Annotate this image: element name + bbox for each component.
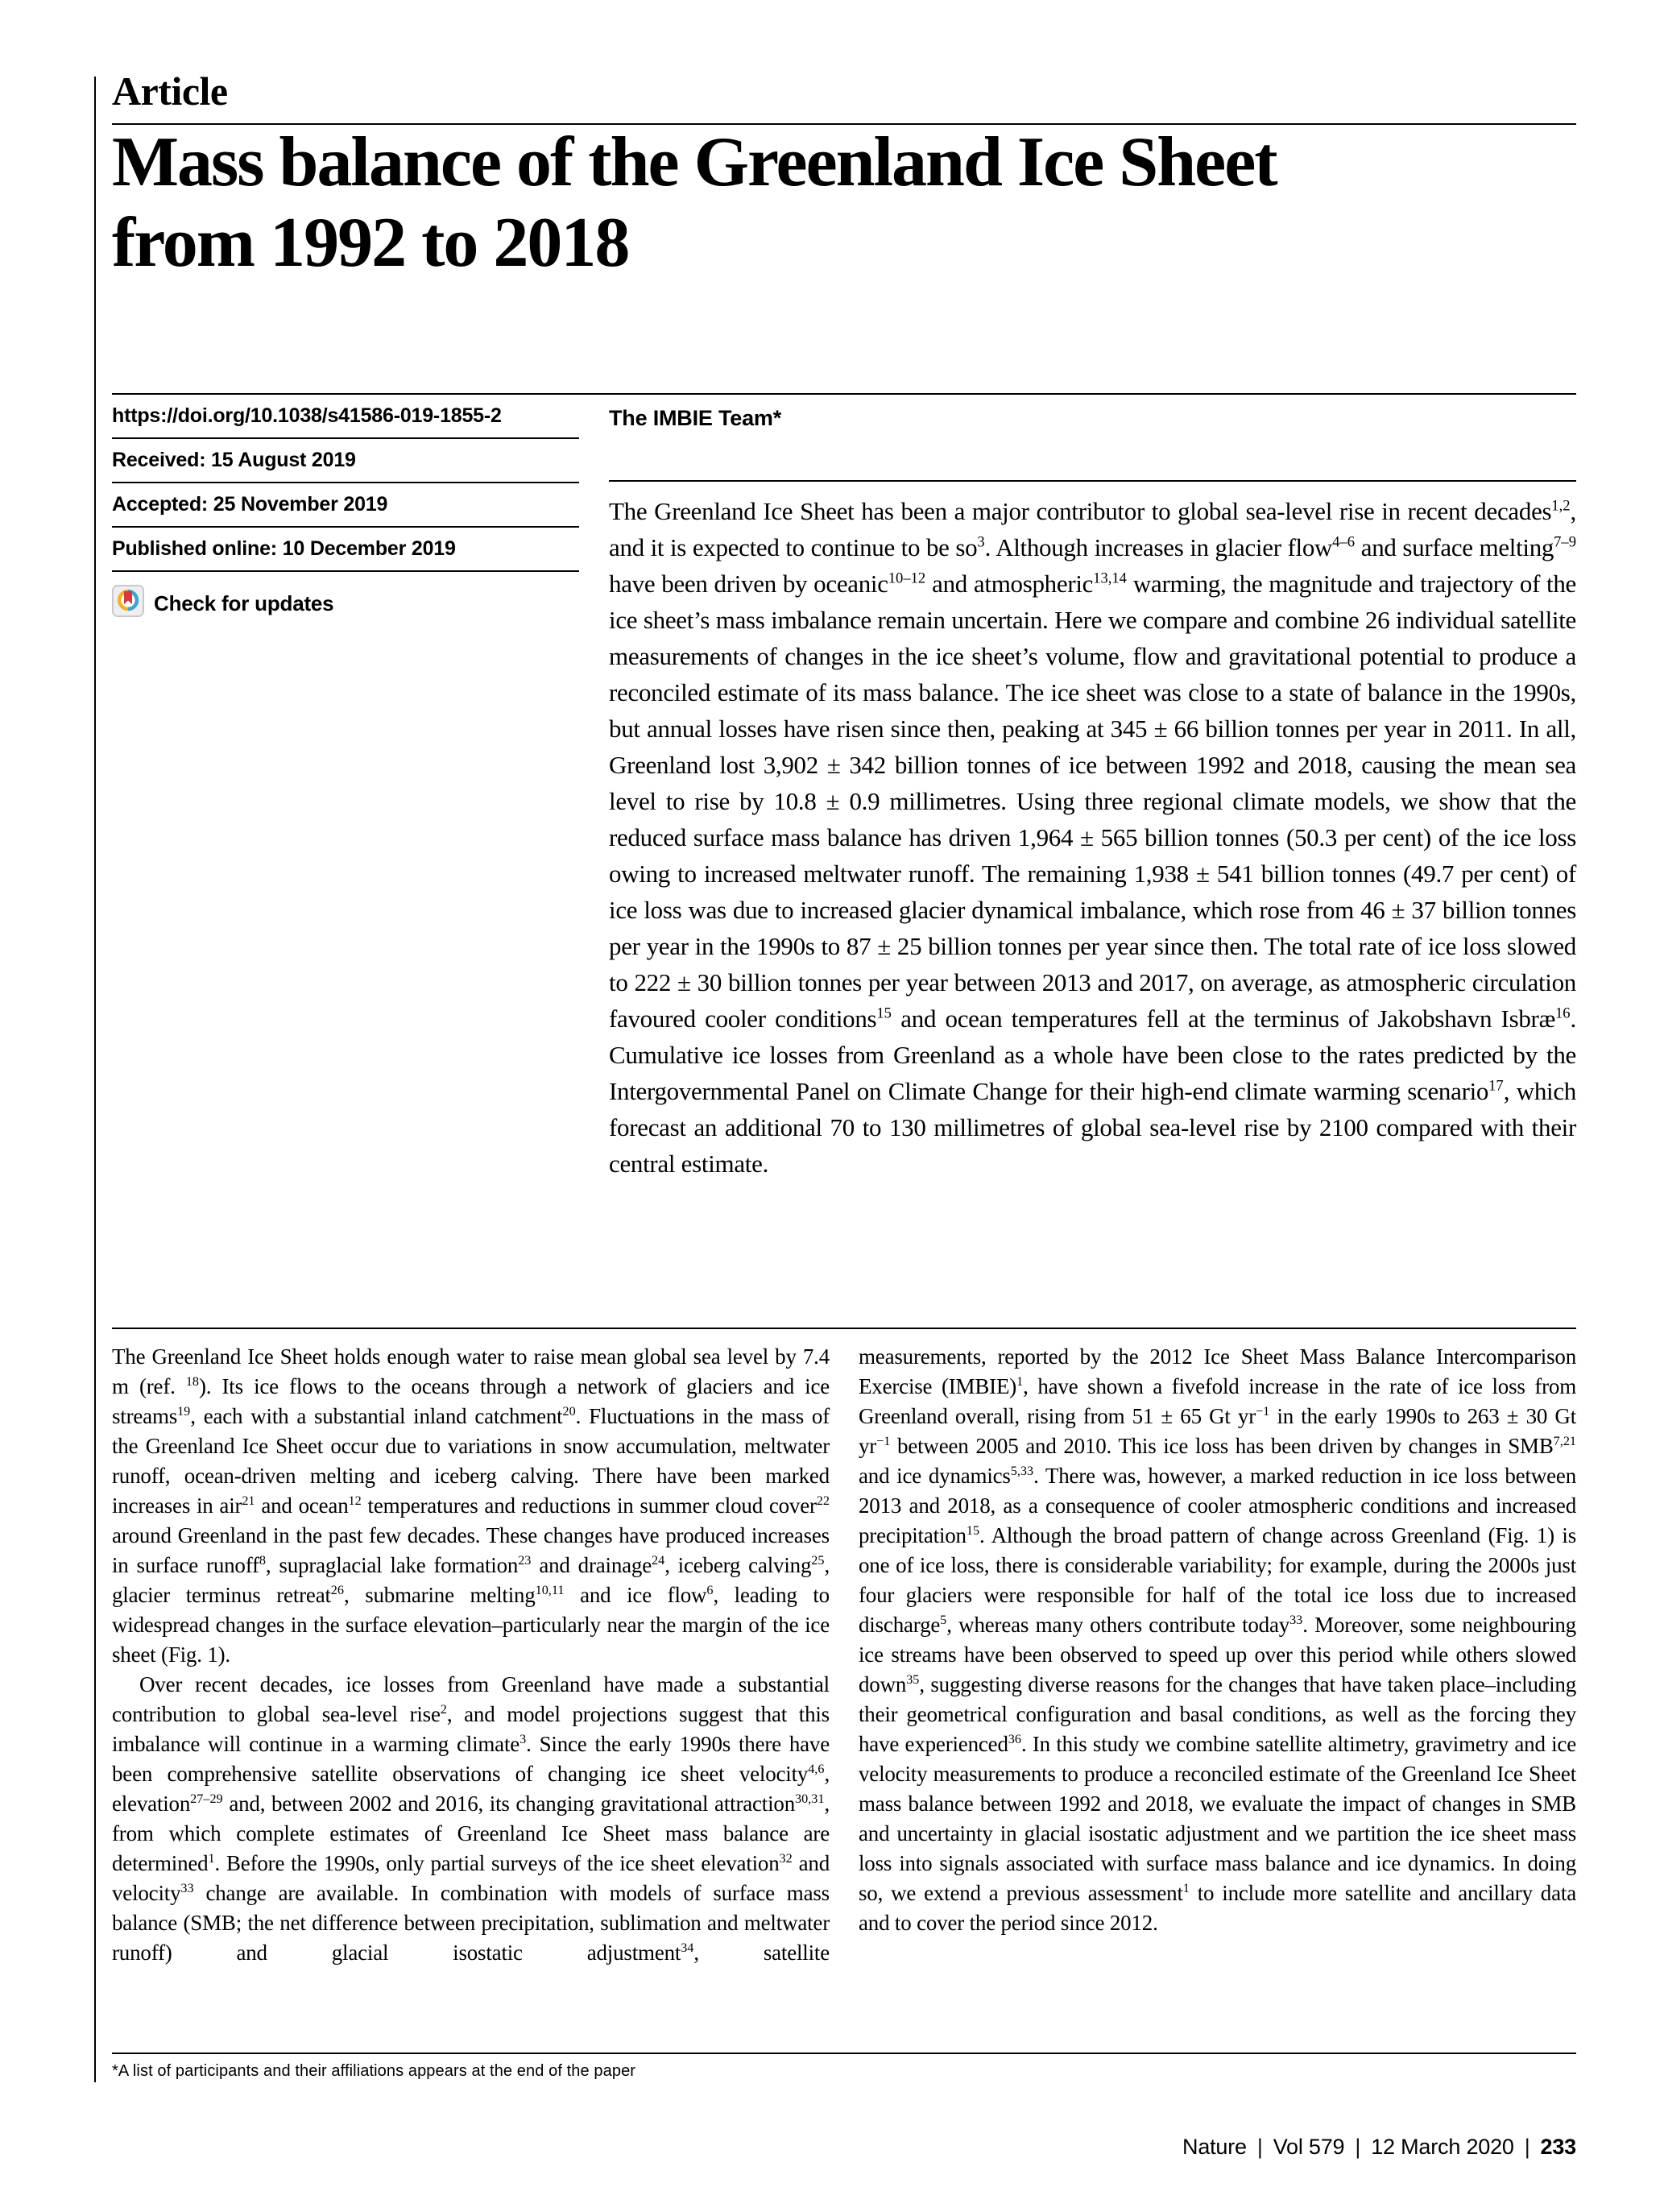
body-paragraph: Over recent decades, ice losses from Greenland have made a substantial contribution to global sea-level rise$^2$, and model projections suggest that this imbalance will continue in a warming climate$^3$. Since the early 1990s there have been comprehensive satellite observations of changing ice sheet velocity$^{4,6}$, elevation$^{27-29}$ and, between 2002 and 2016, its changing gravitational attraction$^{30,31}$, from which complete estimates of Greenland Ice Sheet mass balance are determined$^1$. Before the 1990s, only partial surveys of the ice sheet elevation$^{32}$ and velocity$^{33}$ change are available. In combination with models of surface mass balance (SMB; the net difference between precipitation, sublimation and meltwater runoff) and glacial isostatic adjustment$^{34}$, satellite bbox=[112, 1672, 830, 1965]
body-paragraph: measurements, reported by the 2012 Ice Sheet Mass Balance Intercomparison Exercise (IMBIE)$^1$, have shown a fivefold increase in the rate of ice loss from Greenland overall, rising from 51 ± 65 Gt $yr^{-1}$ in the early 1990s to 263 ± 30 Gt $yr^{-1}$ between 2005 and 2010. This ice loss has been driven by changes in SMB$^{7,21}$ and ice dynamics$^{5,33}$. There was, however, a marked reduction in ice loss between 2013 and 2018, as a consequence of cooler atmospheric conditions and increased precipitation$^{15}$. Although the broad pattern of change across Greenland (Fig. 1) is one of ice loss, there is considerable variability; for example, during the 2000s just four glaciers were responsible for half of the total ice loss due to increased discharge$^5$, whereas many others contribute today$^{33}$. Moreover, some neighbouring ice streams have been observed to speed up over this period while others slowed down$^{35}$, suggesting diverse reasons for the changes that have taken place–including their geometrical configuration and basal conditions, as well as the forcing they have experienced$^{36}$. In this study we combine satellite altimetry, gravimetry and ice velocity measurements to produce a reconciled estimate of the Greenland Ice Sheet mass balance between 1992 and 2018, we evaluate the impact of changes in SMB and uncertainty in glacial isostatic adjustment and we partition the ice sheet mass loss into signals associated with surface mass balance and ice dynamics. In doing so, we extend a previous assessment$^1$ to include more satellite and ancillary data and to cover the period since 2012. bbox=[859, 1344, 1577, 1935]
article-kicker: Article bbox=[112, 68, 228, 114]
doi-link[interactable]: https://doi.org/10.1038/s41586-019-1855-2 bbox=[112, 404, 502, 427]
metadata-panel bbox=[112, 395, 579, 630]
crossmark-icon[interactable] bbox=[112, 585, 144, 623]
page-content bbox=[112, 0, 1576, 2212]
journal-name: Nature bbox=[1182, 2135, 1247, 2159]
body-column-right bbox=[859, 1342, 1576, 1968]
volume-number: Vol 579 bbox=[1273, 2135, 1345, 2159]
title-line-1: Mass balance of the Greenland Ice Sheet bbox=[112, 123, 1277, 201]
check-for-updates-label[interactable]: Check for updates bbox=[154, 590, 334, 615]
doi-row bbox=[112, 395, 579, 439]
footer-separator: | bbox=[1355, 2135, 1361, 2159]
footer-separator: | bbox=[1256, 2135, 1263, 2159]
page-title bbox=[112, 122, 1576, 284]
received-date: Received: 15 August 2019 bbox=[112, 449, 356, 471]
byline bbox=[609, 395, 1576, 482]
title-line-2: from 1992 to 2018 bbox=[112, 204, 629, 282]
check-for-updates-badge[interactable] bbox=[112, 572, 579, 630]
author-footnote: *A list of participants and their affiliations appears at the end of the paper bbox=[112, 2062, 636, 2080]
abstract-text: The Greenland Ice Sheet has been a major contributor to global sea-level rise in recent decades$^{1,2}$, and it is expected to continue to be $so^3$. Although increases in glacier flow$^{4-6}$ and surface melting$^{7-9}$ have been driven by oceanic$^{10-12}$ and atmospheric$^{13,14}$ warming, the magnitude and trajectory of the ice sheet’s mass imbalance remain uncertain. Here we compare and combine 26 individual satellite measurements of changes in the ice sheet’s volume, flow and gravitational potential to produce a reconciled estimate of its mass balance. The ice sheet was close to a state of balance in the 1990s, but annual losses have risen since then, peaking at 345 ± 66 billion tonnes per year in 2011. In all, Greenland lost 3,902 ± 342 billion tonnes of ice between 1992 and 2018, causing the mean sea level to rise by 10.8 ± 0.9 millimetres. Using three regional climate models, we show that the reduced surface mass balance has driven 1,964 ± 565 billion tonnes (50.3 per cent) of the ice loss owing to increased meltwater runoff. The remaining 1,938 ± 541 billion tonnes (49.7 per cent) of ice loss was due to increased glacier dynamical imbalance, which rose from 46 ± 37 billion tonnes per year in the 1990s to 87 ± 25 billion tonnes per year since then. The total rate of ice loss slowed to 222 ± 30 billion tonnes per year between 2013 and 2017, on average, as atmospheric circulation favoured cooler conditions$^{15}$ and ocean temperatures fell at the terminus of Jakobshavn Isbræ$^{16}$. Cumulative ice losses from Greenland as a whole have been close to the rates predicted by the Intergovernmental Panel on Climate Change for their high-end climate warming scenario$^{17}$, which forecast an additional 70 to 130 millimetres of global sea-level rise by 2100 compared with their central estimate. bbox=[609, 497, 1577, 1178]
body-paragraph: The Greenland Ice Sheet holds enough water to raise mean global sea level by 7.4 m (ref. $^{18}$). Its ice flows to the oceans through a network of glaciers and ice streams$^{19}$, each with a substantial inland catchment$^{20}$. Fluctuations in the mass of the Greenland Ice Sheet occur due to variations in snow accumulation, meltwater runoff, ocean-driven melting and iceberg calving. There have been marked increases in air$^{21}$ and ocean$^{12}$ temperatures and reductions in summer cloud cover$^{22}$ around Greenland in the past few decades. These changes have produced increases in surface runoff$^8$, supraglacial lake formation$^{23}$ and drainage$^{24}$, iceberg calving$^{25}$, glacier terminus retreat$^{26}$, submarine melting$^{10,11}$ and ice flow$^6$, leading to widespread changes in the surface elevation–particularly near the margin of the ice sheet (Fig. 1). bbox=[112, 1344, 830, 1667]
accepted-row bbox=[112, 483, 579, 528]
accepted-date: Accepted: 25 November 2019 bbox=[112, 493, 388, 516]
body-top-rule bbox=[112, 1328, 1576, 1329]
author-team: The IMBIE Team* bbox=[609, 406, 782, 430]
body-columns bbox=[112, 1342, 1576, 1968]
left-margin-rule bbox=[94, 77, 96, 2082]
footnote-rule bbox=[112, 2053, 1576, 2054]
footer-separator: | bbox=[1524, 2135, 1530, 2159]
page-number: 233 bbox=[1540, 2135, 1576, 2159]
body-column-left bbox=[112, 1342, 830, 1968]
issue-date: 12 March 2020 bbox=[1371, 2135, 1514, 2159]
published-date: Published online: 10 December 2019 bbox=[112, 537, 456, 560]
received-row bbox=[112, 439, 579, 483]
published-row bbox=[112, 528, 579, 572]
page-footer bbox=[1182, 2135, 1576, 2160]
